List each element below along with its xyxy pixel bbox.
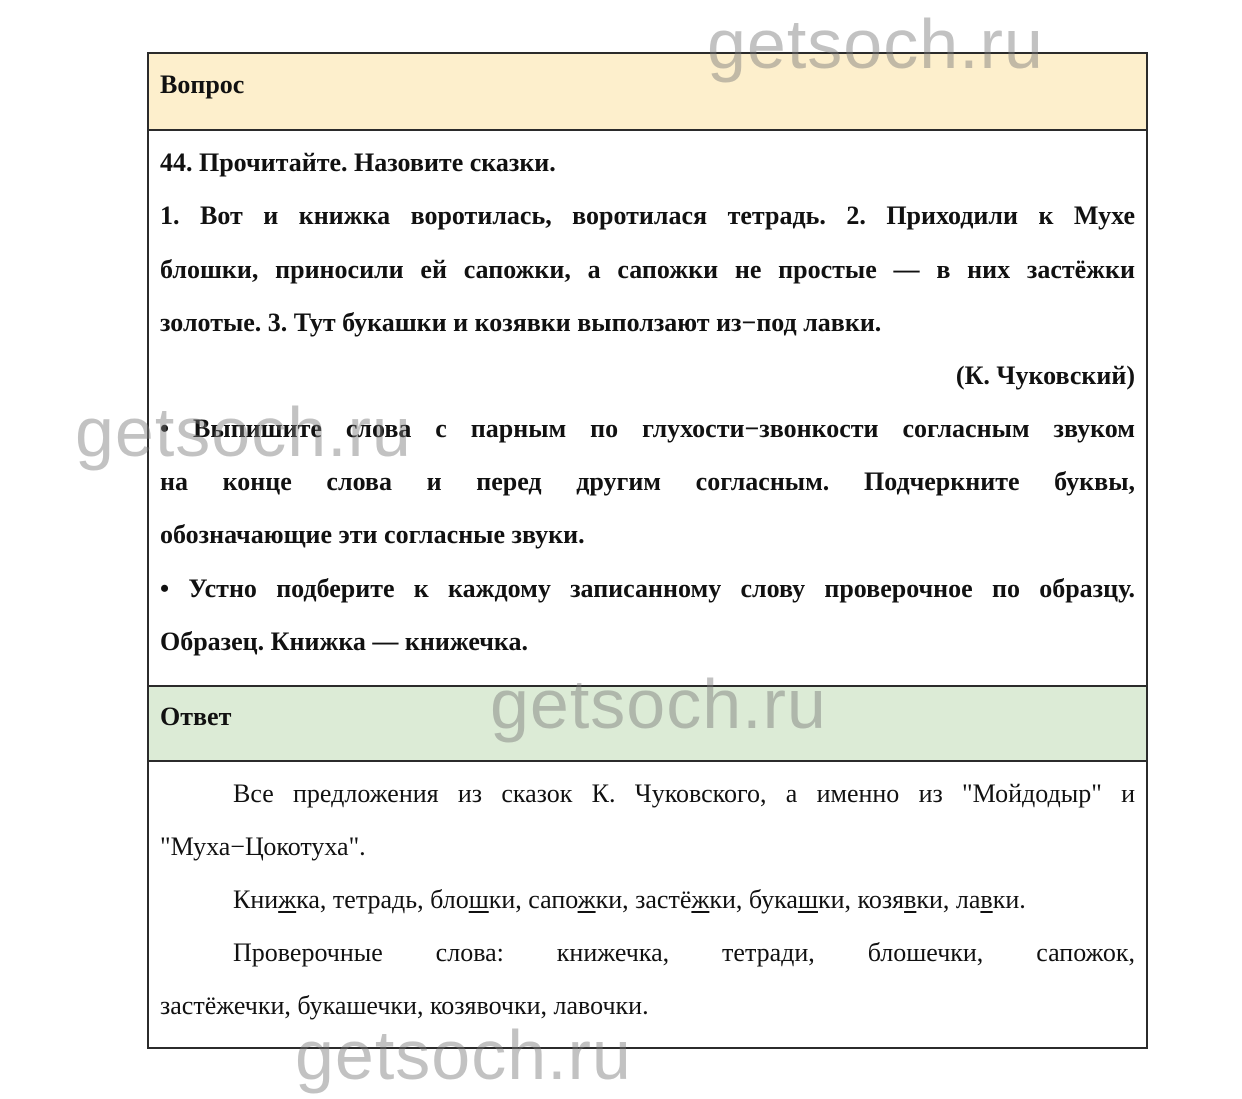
watermark: getsoch.ru xyxy=(295,1016,632,1094)
underlined-letter: в xyxy=(980,885,993,914)
underlined-letter: ш xyxy=(468,885,489,914)
answer-word xyxy=(233,885,333,914)
answer-p3-line: застёжечки, букашечки, козявочки, лавочки. xyxy=(160,991,649,1020)
question-author: (К. Чуковский) xyxy=(955,361,1135,390)
watermark: getsoch.ru xyxy=(707,5,1044,83)
task1-line: • Выпишите слова с парным по глухости−звонкости согласным звуком xyxy=(160,414,1135,443)
answer-header-label: Ответ xyxy=(160,702,232,731)
watermark: getsoch.ru xyxy=(75,393,412,471)
word-suffix: ки, xyxy=(595,885,636,914)
word-suffix: ки. xyxy=(992,885,1026,914)
answer-p1-line: "Муха−Цокотуха". xyxy=(160,832,366,861)
word-prefix: ла xyxy=(955,885,981,914)
answer-word xyxy=(528,885,635,914)
answer-header xyxy=(149,685,1146,762)
underlined-letter: в xyxy=(904,885,917,914)
answer-word xyxy=(430,885,528,914)
answer-p3-line: Проверочные слова: книжечка, тетради, блошечки, сапожок, xyxy=(233,938,1135,967)
answer-body xyxy=(160,762,1135,1049)
task1-line: обозначающие эти согласные звуки. xyxy=(160,520,585,549)
word-prefix: козя xyxy=(857,885,905,914)
question-title: 44. Прочитайте. Назовите сказки. xyxy=(160,148,556,177)
word-prefix: Кни xyxy=(233,885,279,914)
underlined-letter: ж xyxy=(278,885,297,914)
word-suffix: ка, xyxy=(296,885,333,914)
task2-line: • Устно подберите к каждому записанному слову проверочное по образцу. xyxy=(160,574,1135,603)
underlined-letter: ш xyxy=(797,885,818,914)
underlined-letter: ж xyxy=(691,885,710,914)
word-suffix: ки, xyxy=(916,885,956,914)
word-suffix: ь, xyxy=(405,885,431,914)
watermark: getsoch.ru xyxy=(490,665,827,743)
underlined-letter: ж xyxy=(577,885,596,914)
answer-words-line xyxy=(160,885,1135,915)
word-prefix: бло xyxy=(430,885,469,914)
word-prefix: бука xyxy=(748,885,798,914)
word-prefix: тетра xyxy=(332,885,393,914)
question-header xyxy=(149,54,1146,131)
question-text-line: золотые. 3. Тут букашки и козявки выползают из−под лавки. xyxy=(160,308,882,337)
question-body xyxy=(160,131,1135,685)
word-suffix: ки, xyxy=(488,885,529,914)
word-suffix: ки, xyxy=(709,885,749,914)
question-text-line: 1. Вот и книжка воротилась, воротилася тетрадь. 2. Приходили к Мухе xyxy=(160,201,1135,230)
underlined-letter: д xyxy=(392,885,406,914)
answer-word xyxy=(858,885,956,914)
answer-word xyxy=(635,885,749,914)
word-suffix: ки, xyxy=(817,885,858,914)
question-text-line: блошки, приносили ей сапожки, а сапожки не простые — в них застёжки xyxy=(160,255,1135,284)
word-prefix: застё xyxy=(635,885,692,914)
sample-line: Образец. Книжка — книжечка. xyxy=(160,627,528,656)
task1-line: на конце слова и перед другим согласным. Подчеркните буквы, xyxy=(160,467,1135,496)
answer-word xyxy=(333,885,430,914)
qa-card xyxy=(147,52,1148,1049)
word-prefix: сапо xyxy=(528,885,578,914)
question-header-label: Вопрос xyxy=(160,70,245,99)
answer-p1-line: Все предложения из сказок К. Чуковского, а именно из "Мойдодыр" и xyxy=(233,779,1135,808)
answer-word xyxy=(956,885,1026,914)
answer-word xyxy=(749,885,858,914)
